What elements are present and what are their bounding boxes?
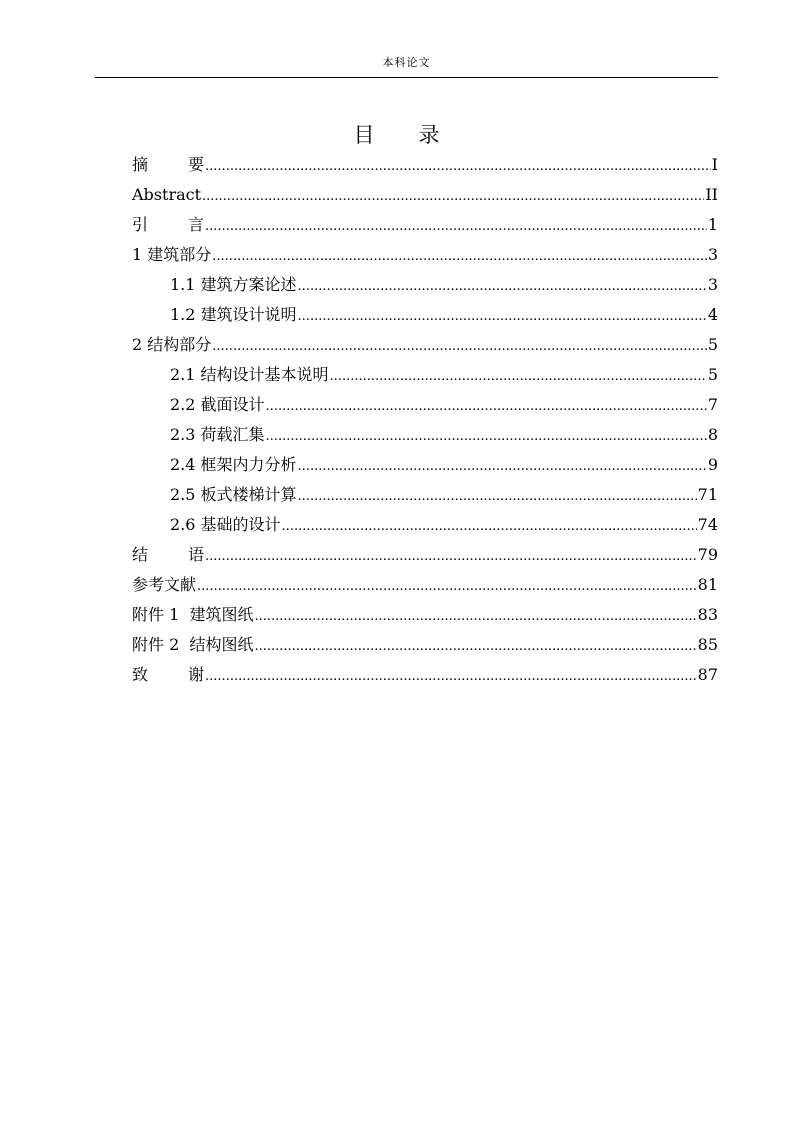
toc-entry-label: 附件 1 建筑图纸 bbox=[132, 605, 254, 624]
toc-entry-page: 74 bbox=[697, 515, 718, 534]
toc-entry-acknowledgements[interactable] bbox=[132, 660, 718, 690]
toc-entry-label: 2.4 框架内力分析 bbox=[170, 455, 297, 474]
header-divider bbox=[95, 77, 718, 78]
toc-entry-page: 8 bbox=[707, 425, 718, 444]
dot-leader bbox=[282, 512, 697, 542]
toc-entry-label: Abstract bbox=[132, 185, 202, 204]
dot-leader bbox=[298, 302, 707, 332]
toc-entry-appendix-2[interactable] bbox=[132, 630, 718, 660]
toc-entry-2-4[interactable] bbox=[132, 450, 718, 480]
toc-entry-2-5[interactable] bbox=[132, 480, 718, 510]
toc-entry-page: 3 bbox=[707, 275, 718, 294]
toc-entry-page: 83 bbox=[697, 605, 718, 624]
toc-entry-page: 87 bbox=[697, 665, 718, 684]
toc-entry-1-2[interactable] bbox=[132, 300, 718, 330]
toc-entry-label: 2.3 荷载汇集 bbox=[170, 425, 265, 444]
dot-leader bbox=[298, 482, 697, 512]
toc-entry-label: 1 建筑部分 bbox=[132, 245, 212, 264]
toc-entry-label: 2.1 结构设计基本说明 bbox=[170, 365, 329, 384]
toc-entry-2-2[interactable] bbox=[132, 390, 718, 420]
toc-entry-appendix-1[interactable] bbox=[132, 600, 718, 630]
toc-entry-page: 71 bbox=[697, 485, 718, 504]
dot-leader bbox=[205, 542, 697, 572]
toc-entry-2-1[interactable] bbox=[132, 360, 718, 390]
toc-entry-label: 致 谢 bbox=[132, 665, 205, 684]
title-char-1: 目 bbox=[353, 123, 375, 147]
toc-entry-references[interactable] bbox=[132, 570, 718, 600]
toc-entry-introduction[interactable] bbox=[132, 210, 718, 240]
page-title bbox=[0, 119, 793, 149]
toc-entry-page: 4 bbox=[707, 305, 718, 324]
toc-entry-page: II bbox=[705, 185, 718, 204]
dot-leader bbox=[254, 632, 696, 662]
toc-entry-label: 摘 要 bbox=[132, 155, 205, 174]
toc-entry-label: 2.2 截面设计 bbox=[170, 395, 265, 414]
toc-entry-page: 79 bbox=[697, 545, 718, 564]
table-of-contents bbox=[132, 150, 718, 690]
dot-leader bbox=[205, 662, 697, 692]
dot-leader bbox=[266, 392, 707, 422]
toc-entry-label: 附件 2 结构图纸 bbox=[132, 635, 254, 654]
toc-entry-label: 1.1 建筑方案论述 bbox=[170, 275, 297, 294]
dot-leader bbox=[212, 332, 707, 362]
toc-entry-abstract-en[interactable] bbox=[132, 180, 718, 210]
dot-leader bbox=[202, 182, 704, 212]
toc-entry-conclusion[interactable] bbox=[132, 540, 718, 570]
toc-entry-abstract-cn[interactable] bbox=[132, 150, 718, 180]
toc-entry-page: I bbox=[711, 155, 718, 174]
toc-entry-2-6[interactable] bbox=[132, 510, 718, 540]
toc-entry-page: 5 bbox=[707, 335, 718, 354]
title-char-2: 录 bbox=[418, 123, 440, 147]
dot-leader bbox=[197, 572, 697, 602]
dot-leader bbox=[266, 422, 707, 452]
toc-entry-label: 结 语 bbox=[132, 545, 205, 564]
dot-leader bbox=[205, 152, 711, 182]
dot-leader bbox=[298, 272, 707, 302]
toc-entry-page: 1 bbox=[707, 215, 718, 234]
toc-entry-page: 5 bbox=[707, 365, 718, 384]
toc-entry-structure[interactable] bbox=[132, 330, 718, 360]
toc-entry-label: 2.6 基础的设计 bbox=[170, 515, 281, 534]
toc-entry-page: 85 bbox=[697, 635, 718, 654]
toc-entry-page: 7 bbox=[707, 395, 718, 414]
dot-leader bbox=[212, 242, 707, 272]
toc-entry-page: 3 bbox=[707, 245, 718, 264]
dot-leader bbox=[330, 362, 707, 392]
toc-entry-label: 2.5 板式楼梯计算 bbox=[170, 485, 297, 504]
toc-entry-label: 参考文献 bbox=[132, 575, 197, 594]
running-header: 本科论文 bbox=[382, 56, 431, 69]
dot-leader bbox=[254, 602, 696, 632]
toc-entry-architecture[interactable] bbox=[132, 240, 718, 270]
dot-leader bbox=[205, 212, 707, 242]
toc-entry-page: 81 bbox=[697, 575, 718, 594]
toc-entry-label: 2 结构部分 bbox=[132, 335, 212, 354]
toc-entry-1-1[interactable] bbox=[132, 270, 718, 300]
toc-entry-label: 引 言 bbox=[132, 215, 205, 234]
toc-entry-2-3[interactable] bbox=[132, 420, 718, 450]
toc-entry-label: 1.2 建筑设计说明 bbox=[170, 305, 297, 324]
toc-entry-page: 9 bbox=[707, 455, 718, 474]
dot-leader bbox=[298, 452, 707, 482]
